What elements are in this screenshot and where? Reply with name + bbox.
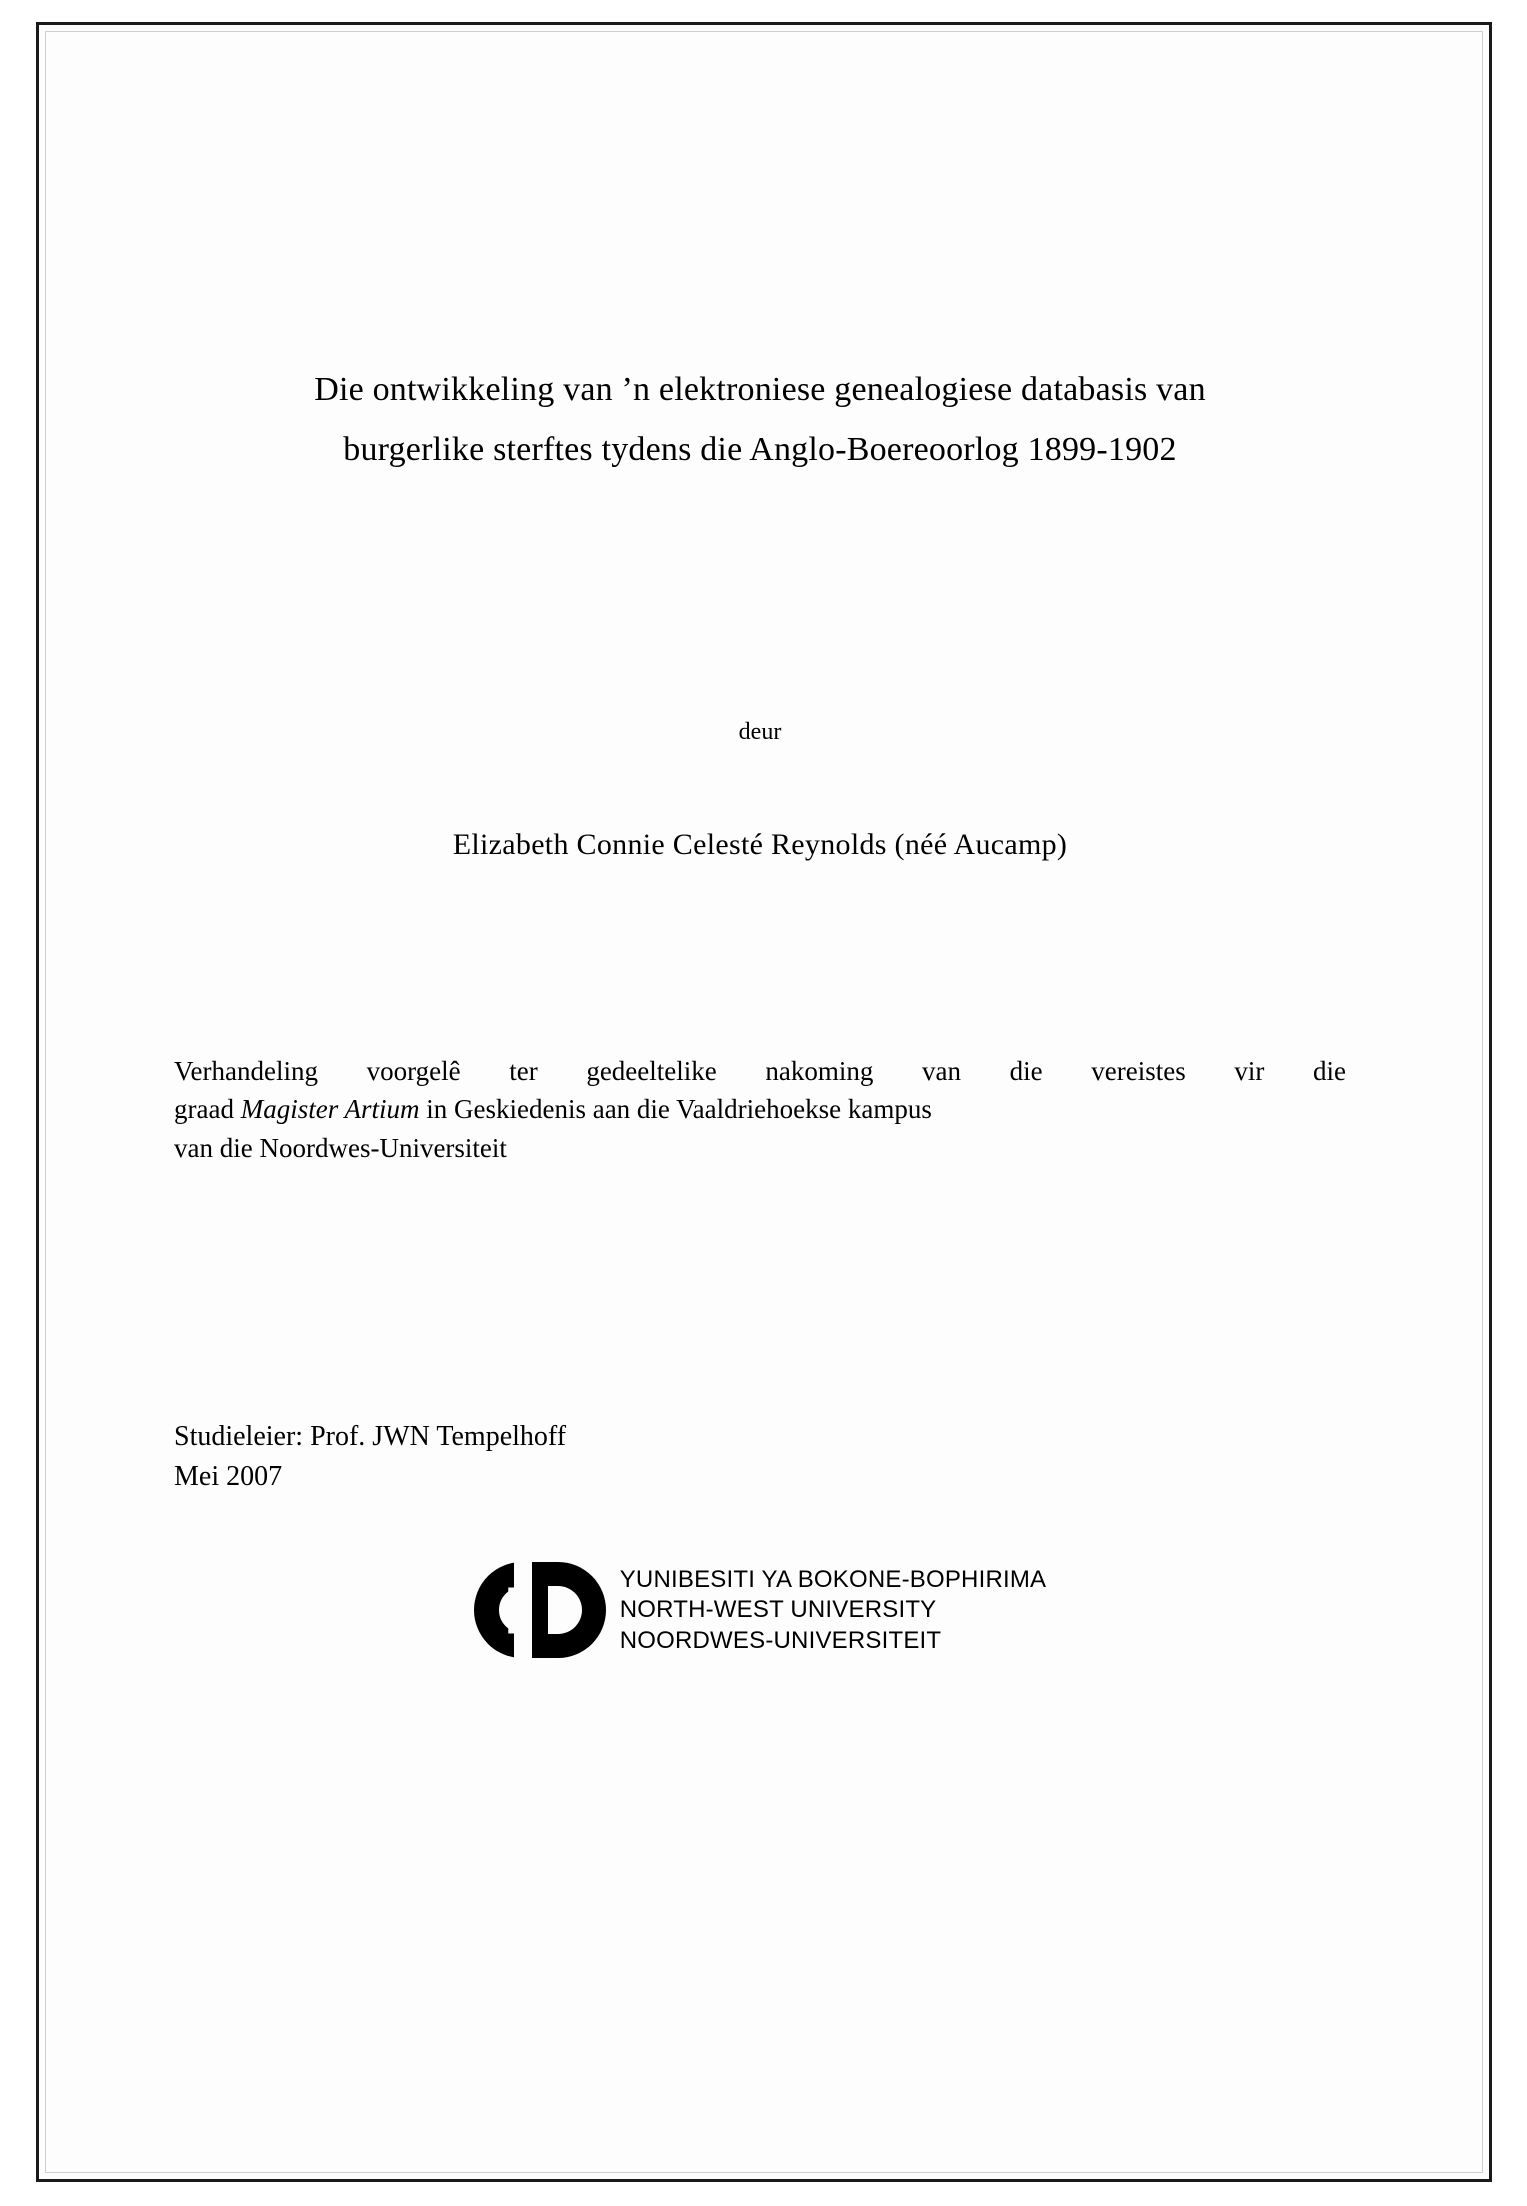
nwu-logo-icon	[474, 1556, 606, 1664]
degree-statement-line-2-prefix: graad	[174, 1094, 241, 1125]
author-name: Elizabeth Connie Celesté Reynolds (néé Aucamp)	[452, 828, 1068, 861]
degree-statement-line-2-suffix: in Geskiedenis aan die Vaaldriehoekse kampus	[419, 1094, 932, 1125]
degree-statement	[170, 1052, 1350, 1167]
logo-text-line-3: NOORDWES-UNIVERSITEIT	[619, 1626, 942, 1654]
title-line-2: burgerlike sterftes tydens die Anglo-Boereoorlog 1899-1902	[343, 430, 1177, 468]
logo-d-bar	[514, 1562, 532, 1658]
date-line: Mei 2007	[174, 1460, 283, 1492]
degree-statement-line-1: Verhandeling voorgelê ter gedeeltelike nakoming van die vereistes vir die	[174, 1056, 1346, 1086]
degree-name-italic: Magister Artium	[240, 1094, 420, 1125]
logo-text-line-1: YUNIBESITI YA BOKONE-BOPHIRIMA	[619, 1566, 1047, 1594]
university-logo	[170, 1556, 1350, 1664]
title-line-1: Die ontwikkeling van ’n elektroniese genealogiese databasis van	[314, 371, 1206, 408]
page-title	[170, 360, 1350, 479]
degree-statement-line-3: van die Noordwes-Universiteit	[174, 1132, 507, 1163]
supervisor-line: Studieleier: Prof. JWN Tempelhoff	[174, 1420, 567, 1452]
by-label: deur	[738, 719, 782, 745]
supervisor-block	[170, 1417, 1350, 1497]
title-page-content	[170, 120, 1350, 2050]
degree-statement-line-2	[174, 1090, 1346, 1128]
logo-text-line-2: NORTH-WEST UNIVERSITY	[619, 1596, 937, 1624]
logo-text-block	[620, 1565, 1047, 1656]
